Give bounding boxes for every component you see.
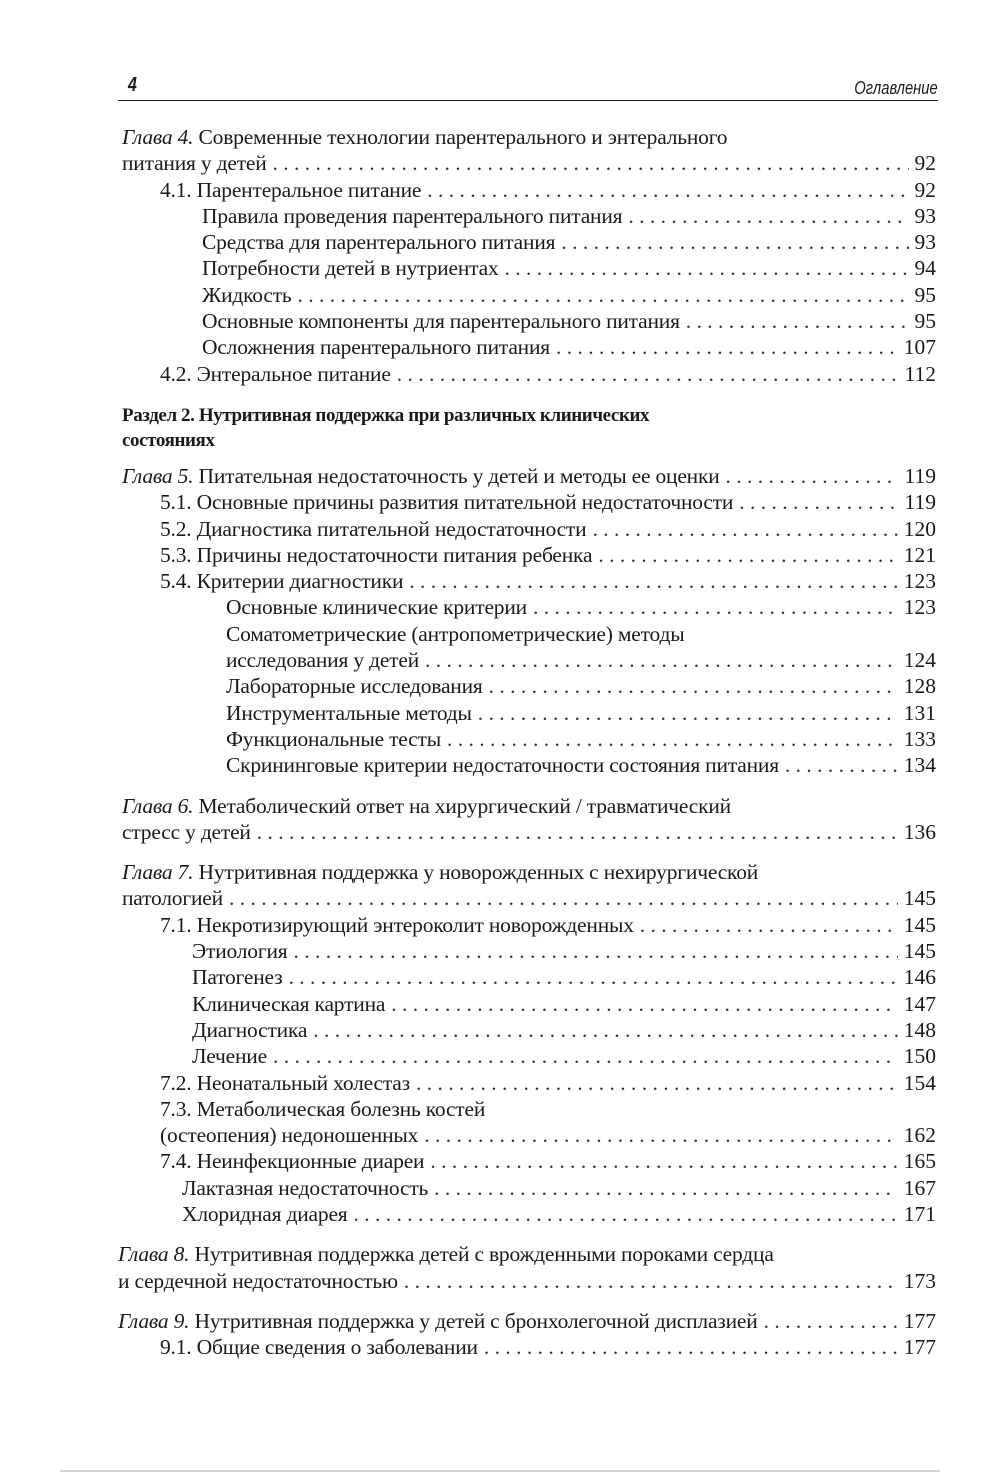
page-ref: 171 bbox=[903, 1201, 936, 1226]
toc-entry[interactable]: Хлоридная диарея . . . 171 bbox=[118, 1201, 936, 1227]
leader-dots bbox=[273, 150, 909, 176]
page-ref: 147 bbox=[903, 991, 936, 1016]
leader-dots bbox=[726, 463, 899, 489]
leader-dots bbox=[353, 1201, 897, 1227]
page-ref: 131 bbox=[903, 700, 936, 725]
page-ref: 162 bbox=[903, 1123, 936, 1148]
toc-entry[interactable]: 4.1. Парентеральное питание . . . 92 bbox=[118, 177, 936, 203]
leader-dots bbox=[427, 177, 908, 203]
leader-dots bbox=[229, 885, 898, 911]
leader-dots bbox=[785, 752, 898, 778]
toc-entry[interactable]: 5.4. Критерии диагностики . . . 123 bbox=[118, 568, 936, 594]
toc-entry[interactable]: Соматометрические (антропометрические) методы bbox=[226, 621, 685, 646]
leader-dots bbox=[430, 1148, 897, 1174]
page-ref: 148 bbox=[903, 1017, 936, 1042]
leader-dots bbox=[489, 673, 898, 699]
toc-entry[interactable]: Осложнения парентерального питания . . . 107 bbox=[118, 334, 936, 360]
scan-edge bbox=[60, 1470, 940, 1472]
leader-dots bbox=[447, 726, 898, 752]
toc-entry[interactable]: Скрининговые критерии недостаточности состояния питания . . . 134 bbox=[118, 752, 936, 778]
leader-dots bbox=[391, 991, 898, 1017]
toc-entry[interactable]: Глава 5. Питательная недостаточность у детей и методы ее оценки . . . 119 bbox=[118, 463, 936, 489]
toc-entry[interactable]: 7.3. Метаболическая болезнь костей bbox=[160, 1096, 486, 1121]
toc-entry[interactable]: Инструментальные методы . . . 131 bbox=[118, 700, 936, 726]
page-ref: 95 bbox=[914, 282, 936, 307]
page-ref: 146 bbox=[903, 965, 936, 990]
leader-dots bbox=[561, 229, 908, 255]
leader-dots bbox=[764, 1308, 898, 1334]
page-ref: 136 bbox=[903, 819, 936, 844]
page-ref: 173 bbox=[903, 1268, 936, 1293]
page-ref: 92 bbox=[914, 151, 936, 176]
table-of-contents bbox=[118, 124, 936, 1360]
toc-chapter-title: Глава 6. Метаболический ответ на хирургический / травматический bbox=[122, 793, 731, 818]
toc-entry[interactable]: Этиология . . . 145 bbox=[118, 938, 936, 964]
leader-dots bbox=[533, 594, 898, 620]
toc-entry[interactable]: Патогенез . . . 146 bbox=[118, 964, 936, 990]
chapter-title: Современные технологии парентерального и энтерального bbox=[198, 125, 728, 149]
page-ref: 121 bbox=[903, 542, 936, 567]
page-ref: 93 bbox=[914, 230, 936, 255]
page-header bbox=[118, 74, 938, 101]
page-ref: 124 bbox=[903, 648, 936, 673]
leader-dots bbox=[640, 912, 898, 938]
leader-dots bbox=[424, 1122, 898, 1148]
toc-entry[interactable]: 9.1. Общие сведения о заболевании . . . 177 bbox=[118, 1334, 936, 1360]
page-ref: 123 bbox=[903, 595, 936, 620]
leader-dots bbox=[484, 1334, 898, 1360]
toc-entry[interactable]: Правила проведения парентерального питания . . . 93 bbox=[118, 203, 936, 229]
page-ref: 167 bbox=[903, 1175, 936, 1200]
page-ref: 120 bbox=[903, 516, 936, 541]
section-heading: Раздел 2. Нутритивная поддержка при различных клинических состояниях bbox=[122, 404, 650, 451]
toc-entry[interactable]: 5.1. Основные причины развития питательной недостаточности . . . 119 bbox=[118, 489, 936, 515]
page-ref: 165 bbox=[903, 1149, 936, 1174]
leader-dots bbox=[478, 700, 898, 726]
toc-entry[interactable]: 7.1. Некротизирующий энтероколит новорожденных . . . 145 bbox=[118, 912, 936, 938]
page-ref: 119 bbox=[904, 463, 936, 488]
page-ref: 107 bbox=[903, 335, 936, 360]
chapter-label: Глава 5. bbox=[122, 463, 194, 488]
page-ref: 177 bbox=[903, 1308, 936, 1333]
page-ref: 177 bbox=[903, 1335, 936, 1360]
toc-entry[interactable]: 7.4. Неинфекционные диареи . . . 165 bbox=[118, 1148, 936, 1174]
toc-entry[interactable]: Клиническая картина . . . 147 bbox=[118, 991, 936, 1017]
toc-entry[interactable]: Средства для парентерального питания . . . 93 bbox=[118, 229, 936, 255]
leader-dots bbox=[598, 542, 897, 568]
page-ref: 134 bbox=[903, 753, 936, 778]
toc-entry[interactable]: исследования у детей . . . 124 bbox=[118, 647, 936, 673]
leader-dots bbox=[288, 964, 897, 990]
leader-dots bbox=[273, 1043, 898, 1069]
chapter-label: Глава 4. bbox=[122, 125, 194, 149]
page-ref: 133 bbox=[903, 726, 936, 751]
leader-dots bbox=[434, 1175, 898, 1201]
leader-dots bbox=[293, 938, 897, 964]
leader-dots bbox=[686, 308, 909, 334]
toc-entry[interactable]: Основные компоненты для парентерального питания . . . 95 bbox=[118, 308, 936, 334]
chapter-label: Глава 7. bbox=[122, 860, 194, 885]
page-ref: 92 bbox=[914, 177, 936, 202]
page-ref: 145 bbox=[903, 886, 936, 911]
toc-entry[interactable]: Функциональные тесты . . . 133 bbox=[118, 726, 936, 752]
page-ref: 94 bbox=[914, 256, 936, 281]
leader-dots bbox=[416, 1070, 898, 1096]
toc-entry[interactable]: питания у детей . . . 92 bbox=[118, 150, 936, 176]
leader-dots bbox=[404, 1268, 898, 1294]
page-ref: 119 bbox=[904, 490, 936, 515]
page-ref: 95 bbox=[914, 309, 936, 334]
toc-entry[interactable]: Лабораторные исследования . . . 128 bbox=[118, 673, 936, 699]
page-ref: 150 bbox=[903, 1044, 936, 1069]
toc-entry[interactable]: Лактазная недостаточность . . . 167 bbox=[118, 1175, 936, 1201]
leader-dots bbox=[739, 489, 898, 515]
toc-entry[interactable]: патологией . . . 145 bbox=[118, 885, 936, 911]
toc-entry[interactable]: 5.3. Причины недостаточности питания ребенка . . . 121 bbox=[118, 542, 936, 568]
page-ref: 145 bbox=[903, 912, 936, 937]
toc-chapter-title: Глава 8. Нутритивная поддержка детей с врожденными пороками сердца bbox=[118, 1242, 774, 1267]
toc-entry[interactable]: 7.2. Неонатальный холестаз . . . 154 bbox=[118, 1070, 936, 1096]
toc-entry[interactable]: и сердечной недостаточностью . . . 173 bbox=[118, 1268, 936, 1294]
toc-entry[interactable]: 4.2. Энтеральное питание . . . 112 bbox=[118, 361, 936, 387]
leader-dots bbox=[425, 647, 898, 673]
toc-entry[interactable]: (остеопения) недоношенных . . . 162 bbox=[118, 1122, 936, 1148]
toc-entry[interactable]: Глава 9. Нутритивная поддержка у детей с бронхолегочной дисплазией . . . 177 bbox=[118, 1308, 936, 1334]
toc-entry[interactable]: 5.2. Диагностика питательной недостаточности . . . 120 bbox=[118, 516, 936, 542]
toc-entry[interactable]: Потребности детей в нутриентах . . . 94 bbox=[118, 255, 936, 281]
leader-dots bbox=[628, 203, 908, 229]
leader-dots bbox=[257, 819, 898, 845]
page-ref: 123 bbox=[903, 569, 936, 594]
page-ref: 112 bbox=[904, 361, 936, 386]
chapter-label: Глава 8. bbox=[118, 1242, 190, 1267]
toc-chapter-title: Глава 7. Нутритивная поддержка у новорожденных с нехирургической bbox=[122, 860, 759, 885]
toc-entry[interactable]: Лечение . . . 150 bbox=[118, 1043, 936, 1069]
page-number: 4 bbox=[128, 74, 137, 96]
leader-dots bbox=[505, 255, 909, 281]
toc-chapter-title bbox=[118, 124, 936, 150]
toc-entry[interactable]: стресс у детей . . . 136 bbox=[118, 819, 936, 845]
running-title: Оглавление bbox=[854, 78, 938, 98]
chapter-label: Глава 6. bbox=[122, 793, 194, 818]
toc-entry[interactable]: Диагностика . . . 148 bbox=[118, 1017, 936, 1043]
leader-dots bbox=[298, 282, 909, 308]
page-ref: 93 bbox=[914, 203, 936, 228]
toc-entry[interactable]: Основные клинические критерии . . . 123 bbox=[118, 594, 936, 620]
leader-dots bbox=[556, 334, 898, 360]
page-ref: 128 bbox=[903, 674, 936, 699]
chapter-label: Глава 9. bbox=[118, 1308, 190, 1333]
leader-dots bbox=[397, 361, 899, 387]
page-ref: 154 bbox=[903, 1070, 936, 1095]
leader-dots bbox=[592, 516, 897, 542]
leader-dots bbox=[313, 1017, 898, 1043]
page-ref: 145 bbox=[903, 939, 936, 964]
leader-dots bbox=[409, 568, 897, 594]
toc-entry[interactable]: Жидкость . . . 95 bbox=[118, 282, 936, 308]
